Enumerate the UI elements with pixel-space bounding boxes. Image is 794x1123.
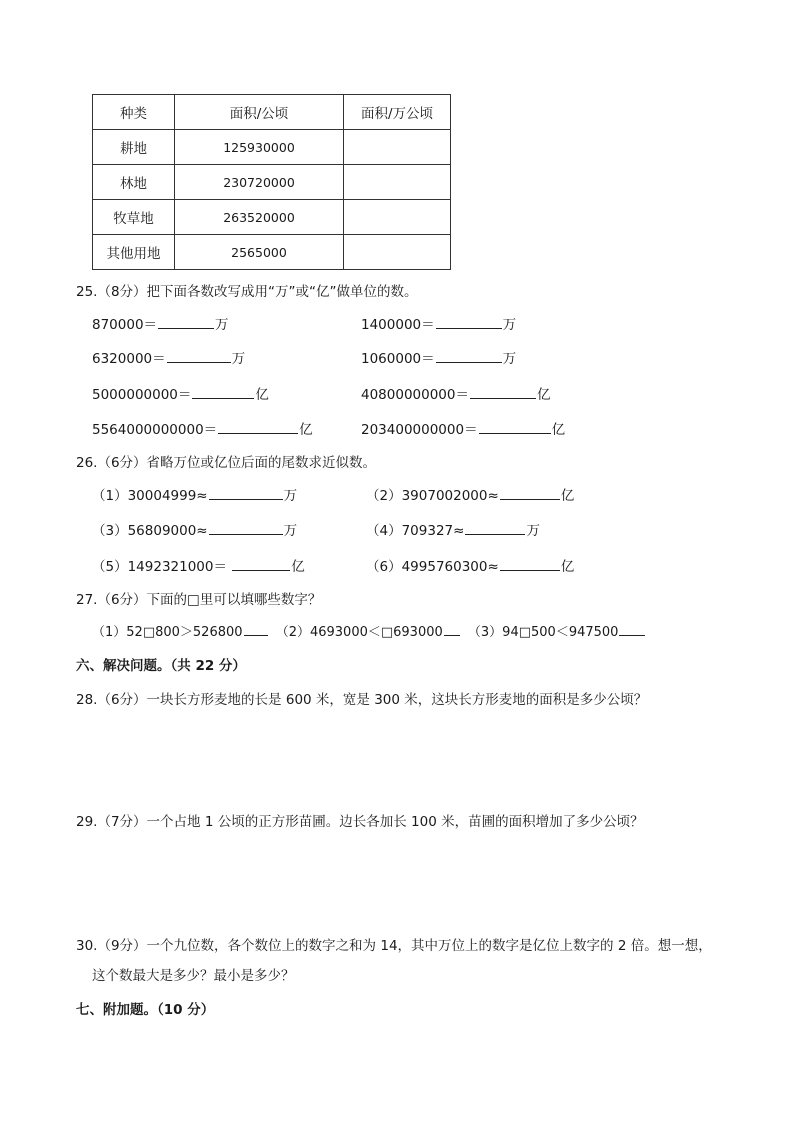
- table-cell: 230720000: [175, 165, 344, 200]
- table-cell: 林地: [93, 165, 175, 200]
- section-heading-6: 六、解决问题。（共 22 分）: [76, 658, 246, 674]
- answer-blank[interactable]: [500, 557, 560, 571]
- q26-unit: 万: [283, 488, 298, 504]
- table-cell-answer[interactable]: [344, 200, 451, 235]
- answer-blank[interactable]: [436, 349, 502, 363]
- q25-item-6: [361, 383, 550, 403]
- q25-expr: 6320000＝: [92, 351, 166, 367]
- q27-part-1: （1）52□800＞526800: [92, 625, 243, 640]
- q30-line-1: 30.（9分）一个九位数，各个数位上的数字之和为 14，其中万位上的数字是亿位上数字的 2 倍。想一想，: [76, 938, 712, 954]
- q25-item-4: [361, 347, 516, 367]
- q25-expr: 5564000000000＝: [92, 422, 218, 438]
- q26-expr: （2）3907002000≈: [366, 488, 499, 504]
- q27-parts: [92, 621, 646, 640]
- table-row: [93, 235, 451, 270]
- q25-unit: 亿: [536, 387, 551, 403]
- answer-blank[interactable]: [436, 315, 502, 329]
- answer-blank[interactable]: [479, 420, 551, 434]
- answer-blank[interactable]: [619, 622, 645, 636]
- q25-expr: 203400000000＝: [361, 422, 478, 438]
- table-cell: 其他用地: [93, 235, 175, 270]
- section-heading-7: 七、附加题。（10 分）: [76, 1002, 215, 1018]
- q27-part-3: （3）94□500＜947500: [467, 625, 619, 640]
- q26-expr: （6）4995760300≈: [366, 559, 499, 575]
- table-cell-answer[interactable]: [344, 165, 451, 200]
- q26-item-5: [92, 555, 305, 575]
- q25-item-5: [92, 383, 269, 403]
- table-cell: 2565000: [175, 235, 344, 270]
- q26-item-1: [92, 484, 297, 504]
- q26-item-3: [92, 519, 297, 539]
- q26-item-4: [366, 519, 540, 539]
- q25-expr: 870000＝: [92, 317, 158, 333]
- q26-unit: 亿: [291, 559, 305, 575]
- q25-item-1: [92, 313, 229, 333]
- answer-blank[interactable]: [218, 420, 298, 434]
- answer-blank[interactable]: [209, 521, 283, 535]
- q28-text: 28.（6分）一块长方形麦地的长是 600 米，宽是 300 米，这块长方形麦地的面积是多少公顷？: [76, 692, 648, 708]
- table-cell: 耕地: [93, 130, 175, 165]
- table-cell-answer[interactable]: [344, 130, 451, 165]
- q25-unit: 亿: [299, 422, 313, 438]
- table-row: [93, 200, 451, 235]
- table-header: 面积/万公顷: [344, 95, 451, 130]
- q25-expr: 5000000000＝: [92, 387, 192, 403]
- q25-unit: 亿: [551, 422, 566, 438]
- answer-blank[interactable]: [167, 349, 231, 363]
- q30-line-2: 这个数最大是多少？最小是多少？: [92, 968, 295, 984]
- answer-blank[interactable]: [500, 486, 560, 500]
- q25-item-2: [361, 313, 516, 333]
- area-table: [92, 94, 451, 270]
- q25-item-7: [92, 418, 313, 438]
- q26-item-6: [366, 555, 574, 575]
- answer-blank[interactable]: [470, 385, 536, 399]
- q26-unit: 万: [283, 523, 298, 539]
- answer-blank[interactable]: [444, 622, 460, 636]
- table-row: [93, 165, 451, 200]
- q26-expr: （1）30004999≈: [92, 488, 208, 504]
- q25-expr: 1400000＝: [361, 317, 435, 333]
- table-row: [93, 130, 451, 165]
- answer-blank[interactable]: [192, 385, 254, 399]
- q29-text: 29.（7分）一个占地 1 公顷的正方形苗圃。边长各加长 100 米，苗圃的面积增加了多少公顷？: [76, 814, 644, 830]
- q27-part-2: （2）4693000＜□693000: [275, 625, 443, 640]
- q25-item-8: [361, 418, 565, 438]
- table-cell: 牧草地: [93, 200, 175, 235]
- q26-unit: 亿: [560, 559, 575, 575]
- table-cell-answer[interactable]: [344, 235, 451, 270]
- q26-item-2: [366, 484, 574, 504]
- table-header-row: [93, 95, 451, 130]
- q25-unit: 万: [231, 351, 246, 367]
- q25-unit: 万: [502, 317, 517, 333]
- q25-title: 25.（8分）把下面各数改写成用“万”或“亿”做单位的数。: [76, 284, 418, 300]
- q25-item-3: [92, 347, 245, 367]
- q25-expr: 40800000000＝: [361, 387, 469, 403]
- q25-unit: 亿: [255, 387, 269, 403]
- q25-unit: 万: [215, 317, 229, 333]
- q26-expr: （3）56809000≈: [92, 523, 208, 539]
- q25-unit: 万: [502, 351, 517, 367]
- q26-expr: （4）709327≈: [366, 523, 465, 539]
- answer-blank[interactable]: [158, 315, 214, 329]
- q25-expr: 1060000＝: [361, 351, 435, 367]
- answer-blank[interactable]: [209, 486, 283, 500]
- q26-unit: 亿: [560, 488, 575, 504]
- table-cell: 263520000: [175, 200, 344, 235]
- q27-title: 27.（6分）下面的□里可以填哪些数字？: [76, 592, 322, 608]
- q26-title: 26.（6分）省略万位或亿位后面的尾数求近似数。: [76, 455, 377, 471]
- table-cell: 125930000: [175, 130, 344, 165]
- q26-expr: （5）1492321000＝: [92, 559, 232, 575]
- answer-blank[interactable]: [232, 557, 290, 571]
- answer-blank[interactable]: [465, 521, 525, 535]
- answer-blank[interactable]: [244, 622, 268, 636]
- q26-unit: 万: [526, 523, 540, 539]
- table-header: 面积/公顷: [175, 95, 344, 130]
- table-header: 种类: [93, 95, 175, 130]
